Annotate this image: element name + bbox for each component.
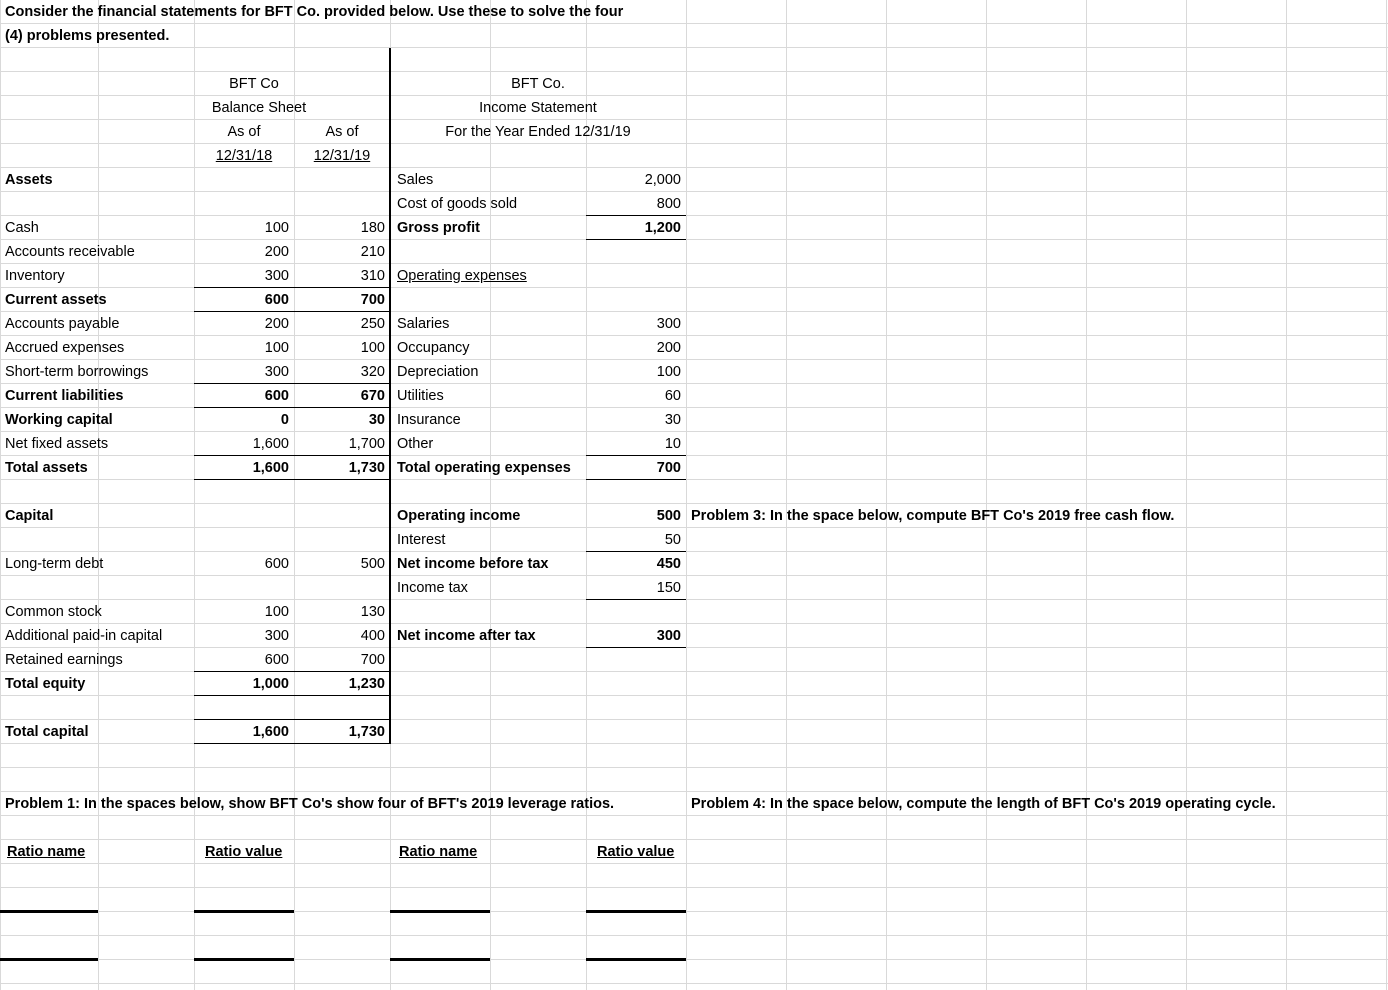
subtotal-rule: [194, 479, 390, 480]
bs-capital-row-label: Common stock: [5, 604, 102, 620]
bs-row-2018: 200: [264, 316, 289, 332]
bs-row-label: Accounts receivable: [5, 244, 135, 260]
bs-capital-row-2019: 700: [360, 652, 385, 668]
bs-row-label: Short-term borrowings: [5, 364, 149, 380]
bs-capital-row-2019: 400: [360, 628, 385, 644]
bs-capital-row-2018: 1,000: [252, 676, 289, 692]
grid-row-line: [0, 935, 1388, 936]
answer-line[interactable]: [194, 910, 294, 913]
is-expense-label: Other: [397, 436, 434, 452]
is-expense-value: 300: [656, 316, 681, 332]
grid-row-line: [0, 887, 1388, 888]
bs-row-2018: 300: [264, 364, 289, 380]
intro-line-1: Consider the financial statements for BFT Co. provided below. Use these to solve the four: [5, 4, 624, 20]
bs-row-2019: 320: [360, 364, 385, 380]
is-expense-label: Occupancy: [397, 340, 470, 356]
answer-line[interactable]: [390, 910, 490, 913]
subtotal-rule: [194, 695, 390, 696]
is-operating-income-label: Operating income: [397, 508, 521, 524]
bs-row-label: Inventory: [5, 268, 65, 284]
bs-row-2018: 0: [280, 412, 289, 428]
subtotal-rule: [194, 671, 390, 672]
is-expense-label: Utilities: [397, 388, 444, 404]
bs-row-2018: 100: [264, 340, 289, 356]
answer-line[interactable]: [390, 958, 490, 961]
subtotal-rule: [586, 239, 686, 240]
is-expense-label: Insurance: [397, 412, 461, 428]
bs-row-2019: 250: [360, 316, 385, 332]
bs-row-2019: 30: [368, 412, 385, 428]
is-expense-label: Salaries: [397, 316, 450, 332]
is-expense-value: 100: [656, 364, 681, 380]
is-title: Income Statement: [479, 100, 597, 116]
is-sales-label: Sales: [397, 172, 434, 188]
statement-divider: [389, 48, 391, 744]
is-expense-value: 60: [664, 388, 681, 404]
subtotal-rule: [586, 647, 686, 648]
bs-row-2018: 1,600: [252, 436, 289, 452]
bs-capital-row-2018: 300: [264, 628, 289, 644]
is-operating-income-value: 500: [656, 508, 681, 524]
is-total-opex-value: 700: [656, 460, 681, 476]
bs-row-label: Net fixed assets: [5, 436, 109, 452]
bs-capital-row-label: Long-term debt: [5, 556, 104, 572]
bs-as-of-2019: As of: [325, 124, 359, 140]
problem-4-text: Problem 4: In the space below, compute the length of BFT Co's 2019 operating cycle.: [691, 796, 1276, 812]
ratio-value-header-1: Ratio value: [205, 844, 283, 860]
bs-capital-row-label: Additional paid-in capital: [5, 628, 163, 644]
grid-column-line: [586, 0, 587, 990]
bs-capital-row-2018: 600: [264, 652, 289, 668]
bs-row-2018: 200: [264, 244, 289, 260]
grid-column-line: [1286, 0, 1287, 990]
is-expense-value: 10: [664, 436, 681, 452]
answer-line[interactable]: [0, 958, 98, 961]
bs-company: BFT Co: [229, 76, 279, 92]
is-cogs-label: Cost of goods sold: [397, 196, 518, 212]
bs-row-2019: 700: [360, 292, 385, 308]
bs-row-2018: 600: [264, 388, 289, 404]
bs-row-2018: 100: [264, 220, 289, 236]
subtotal-rule: [194, 311, 390, 312]
bs-row-2019: 670: [360, 388, 385, 404]
bs-row-label: Cash: [5, 220, 39, 236]
is-company: BFT Co.: [511, 76, 565, 92]
ratio-name-header-1: Ratio name: [7, 844, 86, 860]
bs-row-2019: 100: [360, 340, 385, 356]
subtotal-rule: [194, 287, 390, 288]
bs-row-label: Current assets: [5, 292, 107, 308]
subtotal-rule: [194, 719, 390, 720]
is-tax-value: 150: [656, 580, 681, 596]
grid-column-line: [686, 0, 687, 990]
bs-row-2019: 210: [360, 244, 385, 260]
is-period: For the Year Ended 12/31/19: [445, 124, 631, 140]
subtotal-rule: [586, 479, 686, 480]
bs-capital-row-2019: 500: [360, 556, 385, 572]
is-gross-profit-value: 1,200: [644, 220, 681, 236]
grid-column-line: [1186, 0, 1187, 990]
is-expense-value: 200: [656, 340, 681, 356]
answer-line[interactable]: [0, 910, 98, 913]
bs-title: Balance Sheet: [211, 100, 307, 116]
bs-capital-row-label: Total equity: [5, 676, 86, 692]
is-cogs-value: 800: [656, 196, 681, 212]
subtotal-rule: [586, 551, 686, 552]
bs-capital-row-2019: 1,730: [348, 724, 385, 740]
bs-row-label: Working capital: [5, 412, 113, 428]
answer-line[interactable]: [586, 910, 686, 913]
subtotal-rule: [194, 383, 390, 384]
is-niat-value: 300: [656, 628, 681, 644]
is-nibt-value: 450: [656, 556, 681, 572]
is-interest-value: 50: [664, 532, 681, 548]
answer-line[interactable]: [586, 958, 686, 961]
is-niat-label: Net income after tax: [397, 628, 536, 644]
bs-row-2018: 1,600: [252, 460, 289, 476]
bs-capital-row-label: Retained earnings: [5, 652, 123, 668]
problem-3-text: Problem 3: In the space below, compute BFT Co's 2019 free cash flow.: [691, 508, 1175, 524]
bs-row-label: Total assets: [5, 460, 88, 476]
bs-row-2019: 1,700: [348, 436, 385, 452]
grid-column-line: [886, 0, 887, 990]
subtotal-rule: [194, 455, 390, 456]
is-interest-label: Interest: [397, 532, 446, 548]
is-sales-value: 2,000: [644, 172, 681, 188]
bs-row-2018: 300: [264, 268, 289, 284]
bs-capital-row-2019: 130: [360, 604, 385, 620]
ratio-value-header-2: Ratio value: [597, 844, 675, 860]
bs-capital-label: Capital: [5, 508, 54, 524]
bs-capital-row-label: Total capital: [5, 724, 89, 740]
bs-assets-label: Assets: [5, 172, 53, 188]
is-tax-label: Income tax: [397, 580, 468, 596]
grid-row-line: [0, 983, 1388, 984]
bs-row-2018: 600: [264, 292, 289, 308]
grid-column-line: [986, 0, 987, 990]
subtotal-rule: [586, 599, 686, 600]
bs-capital-row-2018: 100: [264, 604, 289, 620]
problem-1-text: Problem 1: In the spaces below, show BFT Co's show four of BFT's 2019 leverage ratios.: [5, 796, 615, 812]
bs-row-2019: 310: [360, 268, 385, 284]
subtotal-rule: [194, 743, 390, 744]
bs-row-2019: 1,730: [348, 460, 385, 476]
is-gross-profit-label: Gross profit: [397, 220, 480, 236]
is-opex-header: Operating expenses: [397, 268, 527, 284]
grid-row-line: [0, 47, 1388, 48]
subtotal-rule: [194, 407, 390, 408]
grid-column-line: [490, 0, 491, 990]
bs-as-of-2018: As of: [227, 124, 261, 140]
bs-row-label: Accounts payable: [5, 316, 120, 332]
intro-line-2: (4) problems presented.: [5, 28, 170, 44]
is-expense-value: 30: [664, 412, 681, 428]
subtotal-rule: [586, 455, 686, 456]
bs-capital-row-2019: 1,230: [348, 676, 385, 692]
grid-column-line: [1386, 0, 1387, 990]
subtotal-rule: [586, 215, 686, 216]
answer-line[interactable]: [194, 958, 294, 961]
grid-column-line: [786, 0, 787, 990]
is-nibt-label: Net income before tax: [397, 556, 549, 572]
is-total-opex-label: Total operating expenses: [397, 460, 571, 476]
bs-row-label: Current liabilities: [5, 388, 124, 404]
grid-column-line: [0, 0, 1, 990]
bs-date-2019: 12/31/19: [313, 148, 371, 164]
ratio-name-header-2: Ratio name: [399, 844, 478, 860]
is-expense-label: Depreciation: [397, 364, 479, 380]
bs-capital-row-2018: 600: [264, 556, 289, 572]
bs-capital-row-2018: 1,600: [252, 724, 289, 740]
bs-date-2018: 12/31/18: [215, 148, 273, 164]
bs-row-label: Accrued expenses: [5, 340, 125, 356]
grid-row-line: [0, 191, 1388, 192]
grid-column-line: [1086, 0, 1087, 990]
bs-row-2019: 180: [360, 220, 385, 236]
grid-column-line: [98, 0, 99, 990]
grid-row-line: [0, 767, 1388, 768]
